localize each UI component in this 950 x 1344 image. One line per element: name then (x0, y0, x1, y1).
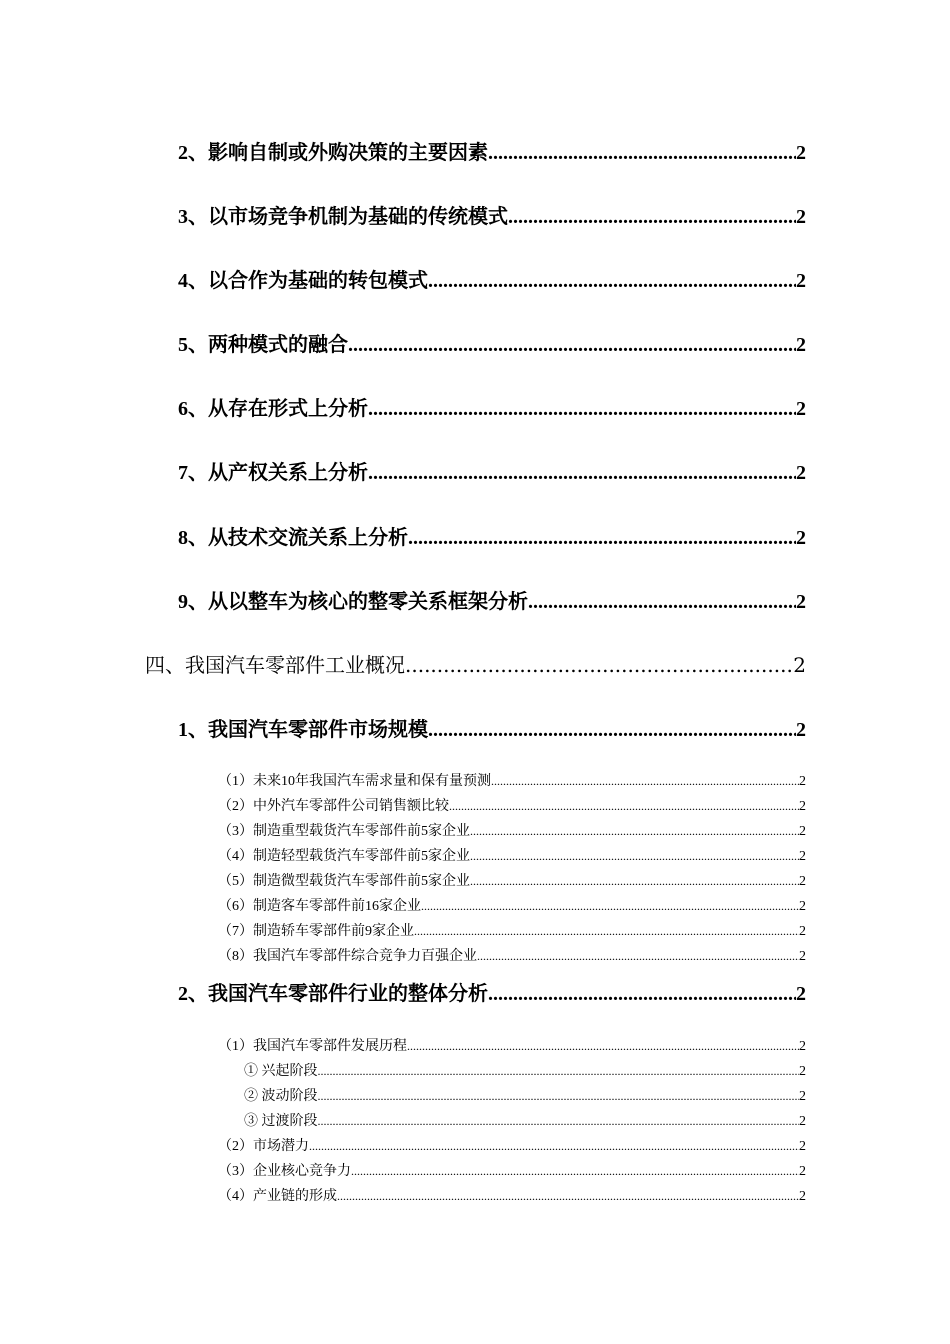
toc-page-number: 2 (799, 799, 806, 814)
toc-subentry-label: （1）未来10年我国汽车需求量和保有量预测 (218, 774, 491, 789)
toc-dot-leader (318, 1089, 800, 1104)
toc-dot-leader (368, 398, 796, 421)
toc-subentry[interactable] (218, 945, 806, 967)
toc-subentry-label: （3）企业核心竞争力 (218, 1164, 351, 1179)
toc-dot-leader (318, 1114, 800, 1129)
toc-subentry-label: （2）中外汽车零部件公司销售额比较 (218, 799, 449, 814)
toc-entry-label: 3、以市场竞争机制为基础的传统模式 (178, 206, 508, 228)
toc-page-number: 2 (796, 142, 806, 164)
toc-page-number: 2 (796, 334, 806, 356)
toc-subentry[interactable] (244, 1110, 806, 1132)
toc-page-number: 2 (799, 949, 806, 964)
toc-page-number: 2 (799, 899, 806, 914)
toc-dot-leader (408, 527, 796, 550)
toc-page-number: 2 (796, 206, 806, 228)
toc-dot-leader (428, 719, 796, 742)
toc-entry-label: 1、我国汽车零部件市场规模 (178, 719, 428, 741)
toc-entry[interactable] (178, 456, 806, 488)
toc-subentry[interactable] (244, 1060, 806, 1082)
toc-subentry[interactable] (218, 820, 806, 842)
toc-subentry[interactable] (218, 895, 806, 917)
toc-subentry[interactable] (218, 1185, 806, 1207)
toc-entry[interactable] (178, 585, 806, 617)
toc-subentry-label: （2）市场潜力 (218, 1139, 309, 1154)
toc-subentry-label: ① 兴起阶段 (244, 1064, 318, 1079)
toc-dot-leader (488, 983, 796, 1006)
toc-subentry-label: （3）制造重型载货汽车零部件前5家企业 (218, 824, 470, 839)
toc-subentry-label: （5）制造微型载货汽车零部件前5家企业 (218, 874, 470, 889)
toc-page-number: 2 (796, 719, 806, 741)
toc-entry-label: 4、以合作为基础的转包模式 (178, 270, 428, 292)
toc-subentry[interactable] (218, 1135, 806, 1157)
toc-dot-leader (508, 206, 796, 229)
toc-dot-leader (470, 874, 799, 889)
toc-subentry[interactable] (218, 845, 806, 867)
toc-entry[interactable] (178, 521, 806, 553)
toc-dot-leader (528, 591, 796, 614)
toc-chapter-entry[interactable] (145, 649, 806, 681)
toc-subentry-label: （7）制造轿车零部件前9家企业 (218, 924, 414, 939)
toc-subentry-label: （4）产业链的形成 (218, 1189, 337, 1204)
toc-dot-leader (470, 824, 799, 839)
toc-page-number: 2 (799, 849, 806, 864)
toc-entry[interactable] (178, 264, 806, 296)
toc-subentry[interactable] (218, 770, 806, 792)
toc-page-number: 2 (799, 1089, 806, 1104)
toc-page-number: 2 (793, 653, 806, 677)
toc-page-number: 2 (799, 924, 806, 939)
toc-dot-leader (449, 799, 799, 814)
toc-page-number: 2 (796, 398, 806, 420)
toc-subentry[interactable] (218, 920, 806, 942)
toc-page-number: 2 (799, 1114, 806, 1129)
toc-entry[interactable] (178, 977, 806, 1009)
toc-chapter-label: 四、我国汽车零部件工业概况 (145, 653, 405, 677)
toc-dot-leader (407, 1039, 799, 1054)
toc-page-number: 2 (796, 462, 806, 484)
toc-subentry[interactable] (218, 870, 806, 892)
toc-dot-leader (351, 1164, 799, 1179)
toc-dot-leader (368, 462, 796, 485)
toc-entry[interactable] (178, 328, 806, 360)
toc-page-number: 2 (799, 1139, 806, 1154)
toc-subentry[interactable] (218, 1160, 806, 1182)
toc-entry-label: 5、两种模式的融合 (178, 334, 348, 356)
toc-page-number: 2 (799, 1189, 806, 1204)
toc-subentry-label: （4）制造轻型载货汽车零部件前5家企业 (218, 849, 470, 864)
toc-page-number: 2 (796, 527, 806, 549)
toc-dot-leader (348, 334, 796, 357)
toc-dot-leader (337, 1189, 799, 1204)
toc-subentry[interactable] (244, 1085, 806, 1107)
toc-subentry[interactable] (218, 795, 806, 817)
toc-page-number: 2 (799, 774, 806, 789)
toc-entry[interactable] (178, 136, 806, 168)
toc-page-number: 2 (796, 983, 806, 1005)
toc-page-number: 2 (796, 270, 806, 292)
toc-dot-leader (488, 142, 796, 165)
toc-page-number: 2 (796, 591, 806, 613)
toc-entry-label: 2、我国汽车零部件行业的整体分析 (178, 983, 488, 1005)
toc-entry-label: 9、从以整车为核心的整零关系框架分析 (178, 591, 528, 613)
toc-dot-leader (309, 1139, 799, 1154)
toc-entry[interactable] (178, 392, 806, 424)
toc-entry-label: 8、从技术交流关系上分析 (178, 527, 408, 549)
toc-entry-label: 7、从产权关系上分析 (178, 462, 368, 484)
toc-page-number: 2 (799, 1164, 806, 1179)
toc-subentry[interactable] (218, 1035, 806, 1057)
toc-entry[interactable] (178, 200, 806, 232)
toc-subentry-label: ③ 过渡阶段 (244, 1114, 318, 1129)
toc-dot-leader (477, 949, 799, 964)
toc-dot-leader (421, 899, 799, 914)
toc-dot-leader (414, 924, 799, 939)
toc-dot-leader (491, 774, 799, 789)
toc-subentry-label: （6）制造客车零部件前16家企业 (218, 899, 421, 914)
toc-subentry-label: ② 波动阶段 (244, 1089, 318, 1104)
toc-subentry-label: （8）我国汽车零部件综合竞争力百强企业 (218, 949, 477, 964)
toc-page-number: 2 (799, 1039, 806, 1054)
toc-entry-label: 2、影响自制或外购决策的主要因素 (178, 142, 488, 164)
toc-entry-label: 6、从存在形式上分析 (178, 398, 368, 420)
toc-dot-leader (470, 849, 799, 864)
toc-page-number: 2 (799, 1064, 806, 1079)
toc-page-number: 2 (799, 874, 806, 889)
toc-subentry-label: （1）我国汽车零部件发展历程 (218, 1039, 407, 1054)
toc-dot-leader (318, 1064, 800, 1079)
toc-page-number: 2 (799, 824, 806, 839)
toc-entry[interactable] (178, 713, 806, 745)
toc-dot-leader (428, 270, 796, 293)
toc-dot-leader (405, 653, 793, 677)
